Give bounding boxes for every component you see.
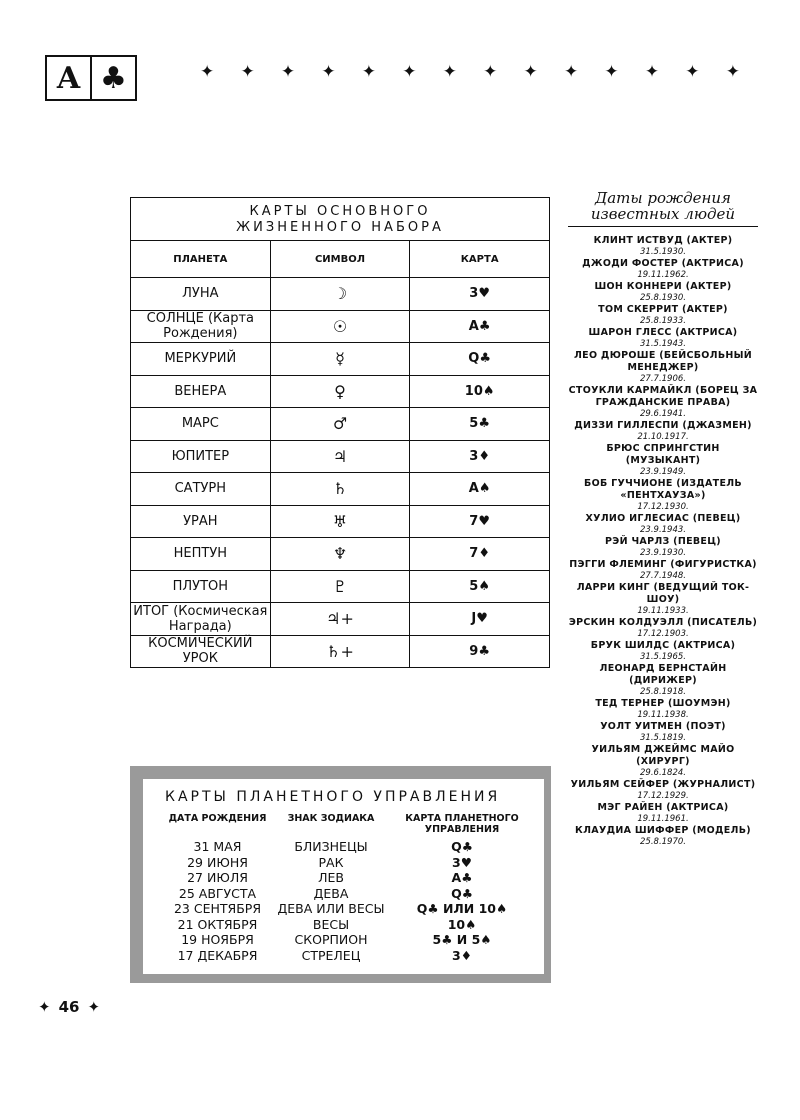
table-row bbox=[131, 635, 550, 668]
planet-symbol-icon: ♇ bbox=[270, 570, 410, 603]
person-name: УОЛТ УИТМЕН (ПОЭТ) bbox=[600, 721, 726, 732]
birth-date: 19.11.1962. bbox=[637, 270, 689, 280]
table-row bbox=[131, 538, 550, 571]
list-item bbox=[568, 617, 758, 639]
table-title-line1: КАРТЫ ОСНОВНОГО bbox=[249, 204, 431, 219]
birth-date: 31.5.1943. bbox=[640, 339, 686, 349]
list-item bbox=[568, 478, 758, 512]
card-cell: 7♥ bbox=[410, 505, 550, 538]
birth-date: 29.6.1824. bbox=[640, 768, 686, 778]
diamond-ornament: ✦ bbox=[361, 62, 376, 82]
list-item bbox=[568, 385, 758, 419]
planet-cell: ПЛУТОН bbox=[131, 570, 271, 603]
list-item bbox=[568, 559, 758, 581]
birth-date: 23.9.1949. bbox=[640, 467, 686, 477]
planet-symbol-icon: ♄ bbox=[270, 473, 410, 506]
list-item bbox=[568, 802, 758, 824]
table-row bbox=[131, 505, 550, 538]
planetary-rulership-box bbox=[130, 766, 551, 983]
birth-date: 19.11.1961. bbox=[637, 814, 689, 824]
planet-cell: КОСМИЧЕСКИЙ УРОК bbox=[131, 635, 271, 668]
zodiac-sign: БЛИЗНЕЦЫ bbox=[294, 839, 368, 854]
birth-date: 23.9.1930. bbox=[640, 548, 686, 558]
rulership-card: 5♣ И 5♠ bbox=[432, 932, 492, 947]
famous-birthdays-sidebar bbox=[568, 190, 758, 848]
list-item bbox=[568, 235, 758, 257]
planet-symbol-icon: ☉ bbox=[270, 310, 410, 343]
section-badge bbox=[45, 55, 137, 101]
list-item bbox=[568, 698, 758, 720]
list-item bbox=[568, 779, 758, 801]
rulership-card: Q♣ ИЛИ 10♠ bbox=[416, 901, 508, 916]
planet-cell: СОЛНЦЕ (Карта Рождения) bbox=[131, 310, 271, 343]
rulership-header-sign: ЗНАК ЗОДИАКА bbox=[287, 813, 375, 824]
planet-symbol-icon: ♆ bbox=[270, 538, 410, 571]
page-footer bbox=[38, 998, 108, 1016]
list-item bbox=[568, 663, 758, 697]
person-name: СТОУКЛИ КАРМАЙКЛ (БОРЕЦ ЗА ГРАЖДАНСКИЕ ПРАВА) bbox=[568, 385, 758, 408]
birth-date: 21.10.1917. bbox=[637, 432, 689, 442]
table-title-line2: ЖИЗНЕННОГО НАБОРА bbox=[236, 220, 444, 235]
birth-date: 27.7.1948. bbox=[640, 571, 686, 581]
list-item bbox=[568, 350, 758, 384]
planet-cell: ЮПИТЕР bbox=[131, 440, 271, 473]
person-name: БОБ ГУЧЧИОНЕ (ИЗДАТЕЛЬ «ПЕНТХАУЗА») bbox=[584, 478, 742, 501]
birth-date: 25.8.1930. bbox=[640, 293, 686, 303]
list-item bbox=[568, 304, 758, 326]
sidebar-list bbox=[568, 235, 758, 847]
zodiac-sign: ЛЕВ bbox=[318, 870, 344, 885]
person-name: БРЮС СПРИНГСТИН (МУЗЫКАНТ) bbox=[606, 443, 720, 466]
birth-date: 19.11.1938. bbox=[637, 710, 689, 720]
diamond-ornament: ✦ bbox=[644, 62, 660, 82]
birth-date: 25.8.1970. bbox=[640, 837, 686, 847]
diamond-ornament: ✦ bbox=[200, 62, 215, 82]
card-cell: 10♠ bbox=[410, 375, 550, 408]
person-name: ЛАРРИ КИНГ (ВЕДУЩИЙ ТОК-ШОУ) bbox=[576, 582, 750, 605]
zodiac-sign: СКОРПИОН bbox=[294, 932, 368, 947]
rulership-card: 3♦ bbox=[452, 947, 472, 963]
person-name: УИЛЬЯМ СЕЙФЕР (ЖУРНАЛИСТ) bbox=[570, 779, 756, 790]
person-name: РЭЙ ЧАРЛЗ (ПЕВЕЦ) bbox=[605, 536, 721, 547]
rulership-date: 21 ОКТЯБРЯ bbox=[177, 916, 258, 932]
person-name: ПЭГГИ ФЛЕМИНГ (ФИГУРИСТКА) bbox=[569, 559, 757, 570]
table-row bbox=[131, 278, 550, 311]
rulership-date: 23 СЕНТЯБРЯ bbox=[173, 901, 262, 916]
rulership-grid bbox=[165, 813, 532, 963]
table-title bbox=[131, 198, 550, 241]
page-number: 46 bbox=[58, 998, 80, 1016]
person-name: ЭРСКИН КОЛДУЭЛЛ (ПИСАТЕЛЬ) bbox=[568, 617, 758, 628]
list-item bbox=[568, 258, 758, 280]
card-cell: 5♠ bbox=[410, 570, 550, 603]
birth-date: 29.6.1941. bbox=[640, 409, 686, 419]
planet-cell: САТУРН bbox=[131, 473, 271, 506]
rulership-title: КАРТЫ ПЛАНЕТНОГО УПРАВЛЕНИЯ bbox=[165, 789, 501, 805]
table-row bbox=[131, 570, 550, 603]
diamond-ornament: ✦ bbox=[685, 62, 700, 82]
planet-symbol-icon: ☽ bbox=[270, 278, 410, 311]
planet-cell: ЛУНА bbox=[131, 278, 271, 311]
list-item bbox=[568, 825, 758, 847]
table-row bbox=[131, 375, 550, 408]
rulership-date: 25 АВГУСТА bbox=[178, 885, 257, 901]
birth-date: 27.7.1906. bbox=[640, 374, 686, 384]
card-cell: 3♦ bbox=[410, 440, 550, 473]
sidebar-title bbox=[568, 190, 758, 227]
zodiac-sign: СТРЕЛЕЦ bbox=[301, 947, 361, 963]
table-row bbox=[131, 343, 550, 376]
list-item bbox=[568, 582, 758, 616]
planet-symbol-icon: ♄+ bbox=[270, 635, 410, 668]
diamond-ornament: ✦ bbox=[483, 62, 498, 82]
person-name: ХУЛИО ИГЛЕСИАС (ПЕВЕЦ) bbox=[585, 513, 741, 524]
card-cell: 7♦ bbox=[410, 538, 550, 571]
planet-symbol-icon: ♃ bbox=[270, 440, 410, 473]
planet-cell: МЕРКУРИЙ bbox=[131, 343, 271, 376]
person-name: ШАРОН ГЛЕСС (АКТРИСА) bbox=[588, 327, 738, 338]
card-cell: A♣ bbox=[410, 310, 550, 343]
table-row bbox=[131, 310, 550, 343]
person-name: КЛИНТ ИСТВУД (АКТЕР) bbox=[593, 235, 733, 246]
list-item bbox=[568, 744, 758, 778]
person-name: КЛАУДИА ШИФФЕР (МОДЕЛЬ) bbox=[575, 825, 751, 836]
person-name: БРУК ШИЛДС (АКТРИСА) bbox=[590, 640, 736, 651]
planet-cell: МАРС bbox=[131, 408, 271, 441]
card-cell: J♥ bbox=[410, 603, 550, 636]
person-name: ЛЕОНАРД БЕРНСТАЙН (ДИРИЖЕР) bbox=[599, 663, 727, 686]
person-name: ТЕД ТЕРНЕР (ШОУМЭН) bbox=[595, 698, 731, 709]
card-cell: Q♣ bbox=[410, 343, 550, 376]
planet-symbol-icon: ♃+ bbox=[270, 603, 410, 636]
rulership-date: 27 ИЮЛЯ bbox=[187, 870, 248, 885]
sidebar-title-line1: Даты рождения bbox=[595, 189, 731, 207]
list-item bbox=[568, 281, 758, 303]
column-header-symbol: СИМВОЛ bbox=[270, 241, 410, 278]
person-name: МЭГ РАЙЕН (АКТРИСА) bbox=[597, 802, 729, 813]
birth-date: 25.8.1918. bbox=[640, 687, 686, 697]
zodiac-sign: ДЕВА bbox=[313, 885, 349, 901]
zodiac-sign: РАК bbox=[318, 854, 344, 870]
birth-date: 17.12.1930. bbox=[637, 502, 689, 512]
person-name: ТОМ СКЕРРИТ (АКТЕР) bbox=[598, 304, 728, 315]
card-cell: 9♣ bbox=[410, 635, 550, 668]
list-item bbox=[568, 443, 758, 477]
person-name: ДИЗЗИ ГИЛЛЕСПИ (ДЖАЗМЕН) bbox=[574, 420, 752, 431]
planet-cell: ВЕНЕРА bbox=[131, 375, 271, 408]
person-name: УИЛЬЯМ ДЖЕЙМС МАЙО (ХИРУРГ) bbox=[591, 744, 735, 767]
life-spread-table bbox=[130, 197, 550, 668]
list-item bbox=[568, 327, 758, 349]
diamond-ornament: ✦ bbox=[442, 62, 457, 82]
planet-cell: ИТОГ (Космическая Награда) bbox=[131, 603, 271, 636]
list-item bbox=[568, 640, 758, 662]
list-item bbox=[568, 513, 758, 535]
column-header-card: КАРТА bbox=[410, 241, 550, 278]
rulership-header-card: КАРТА ПЛАНЕТНОГО УПРАВЛЕНИЯ bbox=[405, 813, 519, 835]
birth-date: 31.5.1965. bbox=[640, 652, 686, 662]
list-item bbox=[568, 721, 758, 743]
planet-cell: УРАН bbox=[131, 505, 271, 538]
club-icon: ♣ bbox=[90, 57, 135, 99]
zodiac-sign: ВЕСЫ bbox=[312, 916, 350, 932]
card-cell: 3♥ bbox=[410, 278, 550, 311]
diamond-ornament: ✦ bbox=[725, 62, 740, 82]
diamond-ornament: ✦ bbox=[321, 62, 336, 82]
planetary-rulership-panel bbox=[143, 779, 544, 974]
rulership-card: Q♣ bbox=[451, 885, 473, 901]
diamond-ornament-row bbox=[200, 62, 740, 82]
zodiac-sign: ДЕВА ИЛИ ВЕСЫ bbox=[277, 901, 385, 916]
diamond-ornament: ✦ bbox=[280, 62, 296, 82]
rulership-date: 19 НОЯБРЯ bbox=[181, 932, 254, 947]
sidebar-title-line2: известных людей bbox=[590, 205, 736, 223]
planet-cell: НЕПТУН bbox=[131, 538, 271, 571]
diamond-ornament-left: ✦ bbox=[38, 998, 51, 1016]
person-name: ЛЕО ДЮРОШЕ (БЕЙСБОЛЬНЫЙ МЕНЕДЖЕР) bbox=[573, 350, 753, 373]
table-row bbox=[131, 440, 550, 473]
table-row bbox=[131, 408, 550, 441]
table-row bbox=[131, 473, 550, 506]
badge-letter: A bbox=[56, 60, 81, 96]
rulership-card: A♣ bbox=[451, 870, 473, 885]
list-item bbox=[568, 536, 758, 558]
rulership-date: 17 ДЕКАБРЯ bbox=[177, 947, 258, 963]
planet-symbol-icon: ♀ bbox=[270, 375, 410, 408]
rulership-date: 29 ИЮНЯ bbox=[187, 854, 248, 870]
rulership-card: 10♠ bbox=[447, 916, 477, 932]
birth-date: 25.8.1933. bbox=[640, 316, 686, 326]
rulership-header-date: ДАТА РОЖДЕНИЯ bbox=[168, 813, 267, 824]
planet-symbol-icon: ♅ bbox=[270, 505, 410, 538]
diamond-ornament-right: ✦ bbox=[87, 998, 101, 1016]
diamond-ornament: ✦ bbox=[523, 62, 538, 82]
rulership-card: 3♥ bbox=[452, 854, 472, 870]
birth-date: 17.12.1903. bbox=[637, 629, 689, 639]
birth-date: 17.12.1929. bbox=[637, 791, 689, 801]
planet-symbol-icon: ☿ bbox=[270, 343, 410, 376]
birth-date: 31.5.1819. bbox=[640, 733, 686, 743]
birth-date: 19.11.1933. bbox=[637, 606, 689, 616]
diamond-ornament: ✦ bbox=[604, 62, 619, 82]
person-name: ДЖОДИ ФОСТЕР (АКТРИСА) bbox=[582, 258, 744, 269]
birth-date: 31.5.1930. bbox=[640, 247, 686, 257]
diamond-ornament: ✦ bbox=[563, 62, 579, 82]
rulership-card: Q♣ bbox=[451, 839, 473, 854]
diamond-ornament: ✦ bbox=[402, 62, 417, 82]
list-item bbox=[568, 420, 758, 442]
card-cell: 5♣ bbox=[410, 408, 550, 441]
planet-symbol-icon: ♂ bbox=[270, 408, 410, 441]
column-header-planet: ПЛАНЕТА bbox=[131, 241, 271, 278]
birth-date: 23.9.1943. bbox=[640, 525, 686, 535]
card-cell: A♠ bbox=[410, 473, 550, 506]
rulership-date: 31 МАЯ bbox=[193, 839, 242, 854]
table-row bbox=[131, 603, 550, 636]
diamond-ornament: ✦ bbox=[240, 62, 255, 82]
person-name: ШОН КОННЕРИ (АКТЕР) bbox=[594, 281, 732, 292]
